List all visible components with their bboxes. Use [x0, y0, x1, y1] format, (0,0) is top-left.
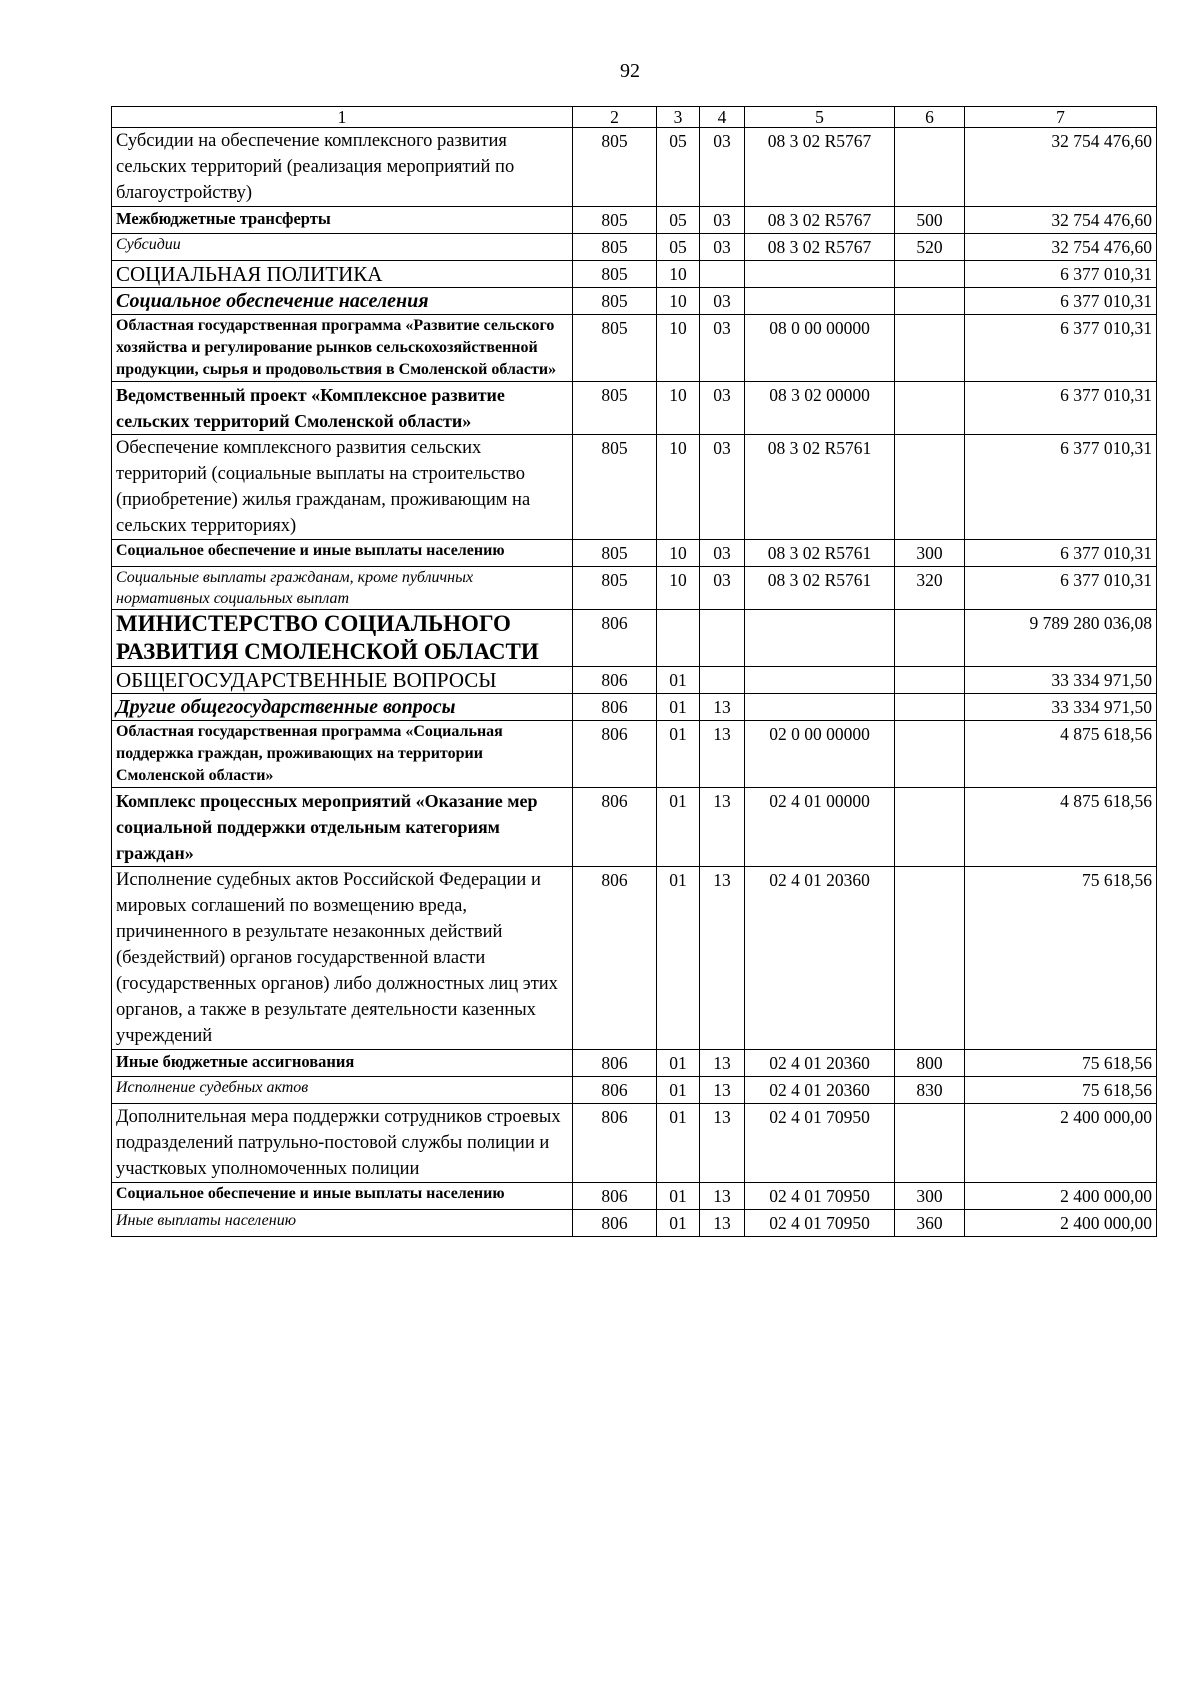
row-code-2: 805 — [573, 234, 657, 261]
row-code-6 — [895, 788, 965, 867]
row-amount: 9 789 280 036,08 — [965, 610, 1157, 667]
row-code-2: 805 — [573, 288, 657, 315]
row-amount: 4 875 618,56 — [965, 788, 1157, 867]
row-amount: 2 400 000,00 — [965, 1210, 1157, 1237]
row-code-6: 500 — [895, 207, 965, 234]
row-code-5 — [745, 667, 895, 694]
row-name: Социальное обеспечение и иные выплаты населению — [112, 540, 573, 567]
row-amount: 75 618,56 — [965, 1050, 1157, 1077]
row-code-5: 08 3 02 R5767 — [745, 234, 895, 261]
row-code-5: 08 3 02 R5767 — [745, 207, 895, 234]
row-code-5 — [745, 288, 895, 315]
row-code-2: 806 — [573, 867, 657, 1050]
row-code-4: 03 — [700, 288, 745, 315]
table-row — [112, 540, 1157, 567]
table-row — [112, 1050, 1157, 1077]
row-code-6 — [895, 382, 965, 435]
row-code-5: 08 3 02 R5761 — [745, 435, 895, 540]
row-name: Иные бюджетные ассигнования — [112, 1050, 573, 1077]
row-code-4 — [700, 610, 745, 667]
row-name: СОЦИАЛЬНАЯ ПОЛИТИКА — [112, 261, 573, 288]
row-code-3: 05 — [657, 207, 700, 234]
row-amount: 6 377 010,31 — [965, 288, 1157, 315]
row-code-6: 830 — [895, 1077, 965, 1104]
row-name: Исполнение судебных актов — [112, 1077, 573, 1104]
row-amount: 6 377 010,31 — [965, 382, 1157, 435]
table-row — [112, 207, 1157, 234]
table-row — [112, 788, 1157, 867]
row-amount: 32 754 476,60 — [965, 234, 1157, 261]
row-code-4: 13 — [700, 694, 745, 721]
row-name: Ведомственный проект «Комплексное развитие сельских территорий Смоленской области» — [112, 382, 573, 435]
row-code-4: 13 — [700, 1050, 745, 1077]
row-code-5: 02 4 01 70950 — [745, 1210, 895, 1237]
row-code-2: 806 — [573, 1210, 657, 1237]
table-row — [112, 1077, 1157, 1104]
table-row — [112, 128, 1157, 207]
row-code-3: 10 — [657, 315, 700, 382]
row-code-5: 08 3 02 R5767 — [745, 128, 895, 207]
table-row — [112, 867, 1157, 1050]
row-amount: 4 875 618,56 — [965, 721, 1157, 788]
row-name: Другие общегосударственные вопросы — [112, 694, 573, 721]
row-code-3: 10 — [657, 288, 700, 315]
row-name: Субсидии на обеспечение комплексного развития сельских территорий (реализация мероприятий по благоустройству) — [112, 128, 573, 207]
row-code-4: 03 — [700, 315, 745, 382]
table-row — [112, 261, 1157, 288]
row-name: Субсидии — [112, 234, 573, 261]
column-header-4: 4 — [700, 107, 745, 128]
row-code-3: 01 — [657, 1183, 700, 1210]
row-code-6 — [895, 128, 965, 207]
column-header-2: 2 — [573, 107, 657, 128]
row-code-4: 03 — [700, 234, 745, 261]
row-amount: 6 377 010,31 — [965, 567, 1157, 610]
row-name: МИНИСТЕРСТВО СОЦИАЛЬНОГО РАЗВИТИЯ СМОЛЕНСКОЙ ОБЛАСТИ — [112, 610, 573, 667]
row-code-4: 13 — [700, 867, 745, 1050]
row-code-3: 01 — [657, 1210, 700, 1237]
column-header-5: 5 — [745, 107, 895, 128]
row-amount: 6 377 010,31 — [965, 435, 1157, 540]
row-amount: 6 377 010,31 — [965, 315, 1157, 382]
row-code-2: 805 — [573, 207, 657, 234]
row-code-6 — [895, 667, 965, 694]
row-code-4: 03 — [700, 540, 745, 567]
row-code-6 — [895, 694, 965, 721]
row-code-6 — [895, 288, 965, 315]
row-name: ОБЩЕГОСУДАРСТВЕННЫЕ ВОПРОСЫ — [112, 667, 573, 694]
table-row — [112, 435, 1157, 540]
row-code-5: 08 3 02 R5761 — [745, 540, 895, 567]
row-code-3: 10 — [657, 567, 700, 610]
row-code-2: 806 — [573, 1183, 657, 1210]
row-code-6: 800 — [895, 1050, 965, 1077]
row-name: Социальные выплаты гражданам, кроме публичных нормативных социальных выплат — [112, 567, 573, 610]
row-name: Областная государственная программа «Социальная поддержка граждан, проживающих на территории Смоленской области» — [112, 721, 573, 788]
column-header-7: 7 — [965, 107, 1157, 128]
row-code-2: 806 — [573, 610, 657, 667]
budget-table — [111, 106, 1157, 1237]
row-code-2: 806 — [573, 667, 657, 694]
row-name: Социальное обеспечение и иные выплаты населению — [112, 1183, 573, 1210]
row-code-2: 805 — [573, 435, 657, 540]
row-name: Социальное обеспечение населения — [112, 288, 573, 315]
row-code-4: 13 — [700, 788, 745, 867]
row-code-5: 02 4 01 00000 — [745, 788, 895, 867]
row-code-5: 08 3 02 R5761 — [745, 567, 895, 610]
row-code-4: 03 — [700, 128, 745, 207]
row-code-4 — [700, 261, 745, 288]
row-code-2: 805 — [573, 128, 657, 207]
row-code-4: 13 — [700, 1210, 745, 1237]
row-amount: 32 754 476,60 — [965, 207, 1157, 234]
row-code-5 — [745, 261, 895, 288]
row-code-5: 02 4 01 20360 — [745, 1077, 895, 1104]
row-code-2: 805 — [573, 315, 657, 382]
row-code-5: 02 4 01 70950 — [745, 1104, 895, 1183]
row-code-3: 01 — [657, 667, 700, 694]
row-code-3: 01 — [657, 694, 700, 721]
row-code-4: 13 — [700, 1104, 745, 1183]
row-code-3: 01 — [657, 1104, 700, 1183]
table-body — [112, 128, 1157, 1237]
row-name: Комплекс процессных мероприятий «Оказание мер социальной поддержки отдельным категориям граждан» — [112, 788, 573, 867]
row-code-3: 10 — [657, 382, 700, 435]
row-code-3: 01 — [657, 1077, 700, 1104]
row-code-3: 01 — [657, 721, 700, 788]
table-row — [112, 1183, 1157, 1210]
row-code-4: 03 — [700, 382, 745, 435]
row-code-2: 806 — [573, 694, 657, 721]
table-row — [112, 610, 1157, 667]
row-amount: 6 377 010,31 — [965, 540, 1157, 567]
row-code-6 — [895, 435, 965, 540]
row-code-3: 10 — [657, 435, 700, 540]
row-code-4: 03 — [700, 435, 745, 540]
table-row — [112, 567, 1157, 610]
table-row — [112, 1104, 1157, 1183]
row-code-6 — [895, 1104, 965, 1183]
table-row — [112, 667, 1157, 694]
row-code-2: 806 — [573, 721, 657, 788]
table-row — [112, 721, 1157, 788]
row-code-5: 02 4 01 20360 — [745, 867, 895, 1050]
row-code-5: 08 3 02 00000 — [745, 382, 895, 435]
row-code-6 — [895, 610, 965, 667]
table-row — [112, 234, 1157, 261]
row-amount: 32 754 476,60 — [965, 128, 1157, 207]
table-row — [112, 382, 1157, 435]
row-code-6: 300 — [895, 1183, 965, 1210]
row-code-2: 806 — [573, 1077, 657, 1104]
row-code-5 — [745, 694, 895, 721]
table-row — [112, 1210, 1157, 1237]
row-code-4: 13 — [700, 1183, 745, 1210]
row-code-3: 10 — [657, 540, 700, 567]
row-amount: 6 377 010,31 — [965, 261, 1157, 288]
row-code-5: 02 0 00 00000 — [745, 721, 895, 788]
row-code-2: 805 — [573, 567, 657, 610]
row-code-6: 520 — [895, 234, 965, 261]
row-name: Дополнительная мера поддержки сотрудников строевых подразделений патрульно-постовой службы полиции и участковых уполномоченных полиции — [112, 1104, 573, 1183]
row-amount: 2 400 000,00 — [965, 1104, 1157, 1183]
row-code-3: 05 — [657, 128, 700, 207]
row-code-4: 13 — [700, 721, 745, 788]
row-code-2: 806 — [573, 788, 657, 867]
row-code-6: 360 — [895, 1210, 965, 1237]
row-code-3: 01 — [657, 1050, 700, 1077]
row-amount: 2 400 000,00 — [965, 1183, 1157, 1210]
row-code-2: 805 — [573, 540, 657, 567]
row-code-3: 10 — [657, 261, 700, 288]
row-name: Межбюджетные трансферты — [112, 207, 573, 234]
row-code-2: 806 — [573, 1104, 657, 1183]
row-code-6 — [895, 867, 965, 1050]
row-code-5: 02 4 01 20360 — [745, 1050, 895, 1077]
row-code-5: 08 0 00 00000 — [745, 315, 895, 382]
row-code-3: 01 — [657, 788, 700, 867]
column-header-3: 3 — [657, 107, 700, 128]
row-code-6 — [895, 261, 965, 288]
row-code-3: 01 — [657, 867, 700, 1050]
row-name: Обеспечение комплексного развития сельских территорий (социальные выплаты на строительство (приобретение) жилья гражданам, проживающим на сельских территориях) — [112, 435, 573, 540]
row-amount: 33 334 971,50 — [965, 694, 1157, 721]
column-header-6: 6 — [895, 107, 965, 128]
row-code-6 — [895, 721, 965, 788]
row-code-2: 805 — [573, 261, 657, 288]
row-code-2: 806 — [573, 1050, 657, 1077]
row-code-4: 13 — [700, 1077, 745, 1104]
page-number: 92 — [620, 60, 640, 82]
table-row — [112, 288, 1157, 315]
row-code-3: 05 — [657, 234, 700, 261]
table-header-row — [112, 107, 1157, 128]
row-name: Областная государственная программа «Развитие сельского хозяйства и регулирование рынков сельскохозяйственной продукции, сырья и продовольствия в Смоленской области» — [112, 315, 573, 382]
row-amount: 33 334 971,50 — [965, 667, 1157, 694]
row-code-6 — [895, 315, 965, 382]
row-code-5: 02 4 01 70950 — [745, 1183, 895, 1210]
row-code-6: 320 — [895, 567, 965, 610]
row-code-4: 03 — [700, 207, 745, 234]
row-name: Исполнение судебных актов Российской Федерации и мировых соглашений по возмещению вреда, причиненного в результате незаконных действий (бездействий) органов государственной власти (государственных органов) либо должностных лиц этих органов, а также в результате деятельности казенных учреждений — [112, 867, 573, 1050]
row-code-5 — [745, 610, 895, 667]
row-code-4 — [700, 667, 745, 694]
row-code-2: 805 — [573, 382, 657, 435]
row-amount: 75 618,56 — [965, 867, 1157, 1050]
row-code-4: 03 — [700, 567, 745, 610]
row-amount: 75 618,56 — [965, 1077, 1157, 1104]
row-name: Иные выплаты населению — [112, 1210, 573, 1237]
table-row — [112, 315, 1157, 382]
column-header-1: 1 — [112, 107, 573, 128]
row-code-3 — [657, 610, 700, 667]
table-row — [112, 694, 1157, 721]
row-code-6: 300 — [895, 540, 965, 567]
